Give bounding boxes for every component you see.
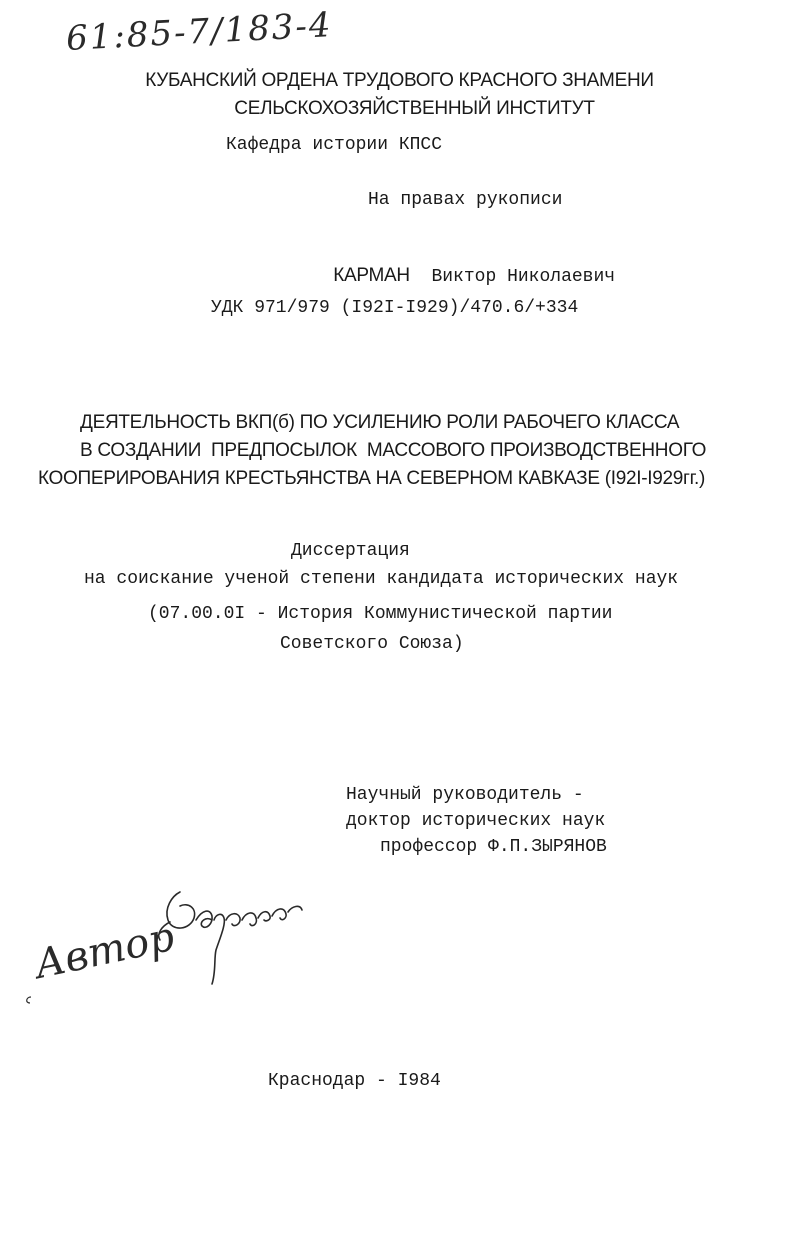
- title-line-2: В СОЗДАНИИ ПРЕДПОСЫЛОК МАССОВОГО ПРОИЗВОДСТВЕННОГО: [80, 440, 707, 461]
- institute-line-2: СЕЛЬСКОХОЗЯЙСТВЕННЫЙ ИНСТИТУТ: [234, 98, 595, 119]
- author-signature-image: [150, 880, 320, 990]
- degree-heading: Диссертация: [291, 541, 410, 561]
- degree-specialty-cont: Советского Союза): [280, 634, 464, 654]
- stray-mark: [22, 994, 34, 1006]
- department: Кафедра истории КПСС: [226, 135, 443, 155]
- supervisor-label: Научный руководитель -: [346, 785, 584, 805]
- signature-label: Автор: [30, 913, 179, 989]
- title-line-3: КООПЕРИРОВАНИЯ КРЕСТЬЯНСТВА НА СЕВЕРНОМ КАВКАЗЕ (I92I-I929гг.): [38, 468, 705, 489]
- degree-line-2: на соискание ученой степени кандидата исторических наук: [84, 569, 679, 589]
- supervisor-degree: доктор исторических наук: [346, 811, 606, 831]
- supervisor-name: профессор Ф.П.ЗЫРЯНОВ: [380, 837, 607, 857]
- title-line-1: ДЕЯТЕЛЬНОСТЬ ВКП(б) ПО УСИЛЕНИЮ РОЛИ РАБОЧЕГО КЛАССА: [80, 412, 680, 433]
- manuscript-note: На правах рукописи: [368, 190, 563, 210]
- degree-specialty: (07.00.0I - История Коммунистической партии: [148, 604, 613, 624]
- author-given-names: Виктор Николаевич: [431, 267, 616, 287]
- place-year: Краснодар - I984: [268, 1071, 441, 1091]
- archive-number: 61:85-7/183-4: [65, 5, 334, 59]
- institute-line-1: КУБАНСКИЙ ОРДЕНА ТРУДОВОГО КРАСНОГО ЗНАМЕНИ: [145, 70, 654, 91]
- author-surname: КАРМАН: [333, 265, 410, 286]
- udk-code: УДК 971/979 (I92I-I929)/470.6/+334: [211, 298, 579, 318]
